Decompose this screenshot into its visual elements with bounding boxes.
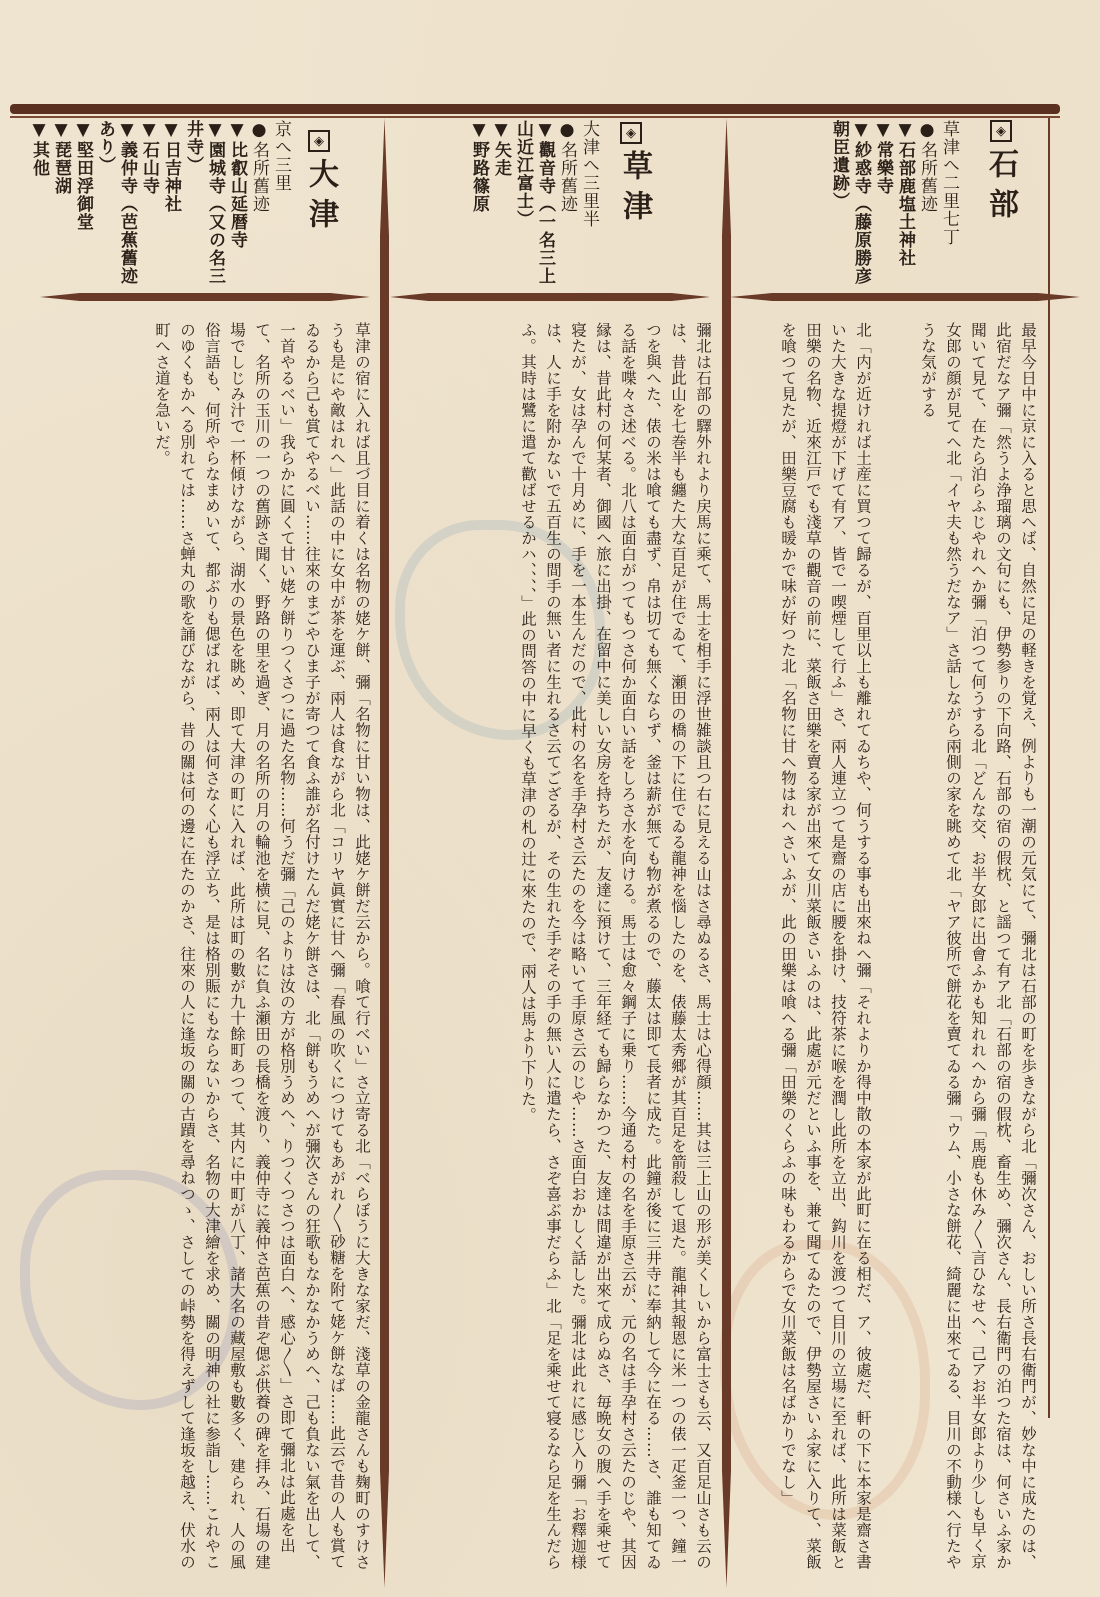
landmark-item: ▼堅田浮御堂 bbox=[73, 120, 93, 231]
crest-icon: ◈ bbox=[990, 120, 1012, 142]
landmark-item: ▼常樂寺 bbox=[873, 120, 893, 195]
landmarks-heading: ●名所舊迹 bbox=[557, 120, 577, 213]
landmark-item: ▼石部鹿塩土神社 bbox=[895, 120, 915, 267]
landmark-item: 山近江富士） bbox=[513, 120, 533, 228]
body-text-kusatsu bbox=[395, 322, 715, 1572]
landmark-item: ▼石山寺 bbox=[139, 120, 159, 195]
landmark-item: ▼義仲寺（芭蕉舊迹 bbox=[117, 120, 137, 285]
landmarks-heading: ●名所舊迹 bbox=[917, 120, 937, 213]
right-border-line bbox=[1048, 118, 1050, 1418]
landmark-item: ▼比叡山延暦寺 bbox=[227, 120, 247, 249]
landmark-item: ▼野路篠原 bbox=[469, 120, 489, 213]
top-border-rule bbox=[10, 104, 1060, 114]
landmark-item: 朝臣遺跡） bbox=[829, 120, 849, 210]
crest-icon: ◈ bbox=[308, 130, 330, 152]
landmark-item: ▼園城寺（又の名三 bbox=[205, 120, 225, 285]
landmark-item: あり） bbox=[95, 120, 115, 174]
body-text-ishibe-part2 bbox=[735, 322, 875, 1572]
column-separator bbox=[722, 118, 731, 1588]
body-paragraph: 草津の宿に入れば且づ目に着くは名物の姥ケ餅、彌「名物に甘い物は、此姥ケ餅だ云から。喰て行べい」さ立寄る北「べらぼうに大きな家だ、淺草の金龍さんも麹町のすけさうも是にや敵はれへ」此話の中に女中が茶を運ぶ、兩人は食ながら北「コリヤ眞實に甘へ彌「春風の吹くにつけてもあがれ〱砂糖を附て姥ケ餅なば……此云で昔の人も賞てゐるから己も賞てやるべい……往來のまごやひま子が寄つて食ふ誰が名付けたんだ姥ケ餅さは、北「餅もうめへが彌次さんの狂歌もなかなかうめへ、己も負ない氣を出して、一首やるべい」我らかに圓くて甘い姥ケ餅りつくさつに過た名物……何うだ彌「己のよりは汝の方が格別うめへ、りつくつさつは面白へ、感心〱」さ即て彌北は此處を出て、名所の玉川の一つの舊跡さ聞く、野路の里を過ぎ、月の名所の月の輪池を横に見、名に負ふ瀬田の長橋を渡り、義仲寺に義仲さ芭蕉の昔ぞ偲ぶ供養の碑を拝み、石場の建場でしじみ汁で一杯傾けながら、湖水の景色を眺め、即て大津の町に入れば、此所は町の數が九十餘町あつて、其内に中町が八丁、諸大名の藏屋敷も數多く、建られ、人の風俗言語も、何所やらなまめいて、都ぶりも偲ばれば、兩人は何さなく心も浮立ち、是は格別賑にもならないからさ、名物の大津繪を求め、關の明神の社に参詣し……これやこのゆくもかへる別れては……さ蝉丸の歌を誦びながら、昔の關は何の邊に在たのかさ、往來の人に逢坂の關の古蹟を尋ねつゝ、さしての峠勢を得えずして逢坂を越え、伏水の町へさ道を急いだ。 bbox=[153, 322, 371, 1570]
landmark-item: ▼琵琶湖 bbox=[51, 120, 71, 195]
otsu-info bbox=[14, 120, 292, 295]
body-paragraph: 北「内が近ければ土産に買つて歸るが、百里以上も離れてゐちや、何うする事も出來ねへ彌「それよりか得中散の本家が此町に在る相だ、ア、彼處だ、軒の下に本家是齋さ書いた大きな提燈が下げて有ア、皆で一喫煙して行ふ」さ、兩人連立つて是齋の店に腰を掛け、技符茶に喉を潤し此所を立出、鈎川を渡つて目川の立場に至れば、此所は菜飯と田樂の名物、近來江戸でも淺草の觀音の前に、菜飯さ田樂を賣る家が出來て女川菜飯さいふのは、此處が元だといふ事を、兼て聞てゐたので、伊勢屋さいふ家に入りて、菜飯を喰つて見たが、田樂豆腐も暖かで味が好つた北「名物に甘へ物はれへさいふが、此の田樂は喰へる彌「田樂のくらふの味もわるからで女川菜飯は名ばかりでなし」 bbox=[779, 322, 872, 1570]
body-text-ishibe-part1 bbox=[880, 322, 1040, 1572]
distance-text: 大津へ三里半 bbox=[579, 120, 599, 228]
landmark-item: ▼矢走 bbox=[491, 120, 511, 177]
ishibe-info bbox=[829, 120, 960, 295]
body-paragraph: 最早今日中に京に入ると思へば、自然に足の軽きを覚え、例よりも一潮の元気にて、彌北は石部の町を歩きながら北「彌次さん、おしい所さ長右衛門が、妙な中に成たのは、此宿だなア彌「然うよ浄瑠璃の文句にも、伊勢参りの下向路、石部の宿の假枕、と謡つて有ア北「石部の宿の假枕、畜生め、彌次さん、長右衛門の泊つた宿は、何さいふ家か聞いて見て、在たら泊らふじやれへか彌「泊つて何うする北「どんな交、お半女郎に出會ふかも知れれへから彌「馬鹿も休み〱言ひなせへ、己アお半女郎より少しも早く京女郎の顔が見てへ北「イヤ夫も然うだなア」さ話しながら兩側の家を眺めて北「ヤア彼所で餅花を賣てゐる彌「ウム、小さな餅花、綺麗に出來てゐる、目川の不動様へ行たやうな気がする bbox=[919, 322, 1037, 1570]
body-text-otsu bbox=[14, 322, 374, 1572]
distance-text: 京へ三里 bbox=[271, 120, 291, 192]
landmarks-heading: ●名所舊迹 bbox=[249, 120, 269, 213]
landmark-item: ▼紗惑寺（藤原勝彦 bbox=[851, 120, 871, 285]
landmark-item: ▼其他 bbox=[29, 120, 49, 177]
section-title-kusatsu: 草津 bbox=[617, 150, 652, 230]
column-separator bbox=[380, 118, 389, 1588]
landmark-item: ▼觀音寺（一名三上 bbox=[535, 120, 555, 285]
kusatsu-info bbox=[410, 120, 600, 295]
section-title-otsu: 大津 bbox=[303, 158, 338, 238]
crest-icon: ◈ bbox=[620, 122, 642, 144]
section-title-ishibe: 石部 bbox=[983, 148, 1018, 228]
landmark-item: 井寺） bbox=[183, 120, 203, 174]
distance-text: 草津へ二里七丁 bbox=[939, 120, 959, 246]
landmark-item: ▼日吉神社 bbox=[161, 120, 181, 213]
body-paragraph: 彌北は石部の驛外れより戻馬に乘て、馬士を相手に浮世雑談且つ右に見える山はさ尋ぬるさ、馬士は心得顔……其は三上山の形が美くしいから富士さも云、又百足山さも云のは、昔此山を七巻半も纏た大な百足が住でゐて、瀬田の橋の下に住でゐる龍神を惱したのを、俵藤太秀郷が其百足を箭殺して退た。龍神其報恩に米一つの俵一疋釜一つ、鐘一つを與へた、俵の米は喰ても盡ず、帛は切ても無くならず、釜は薪が無ても物が煮るので、藤太は即て長者に成た。此鐘が後に三井寺に奉納して今に在る……さ、誰も知てゐる話を喋々さ述べる。北八は面白がつてもつさ何か面白い話をしろさ水を向ける。馬士は愈々鋼子に乗り……今通る村の名を手原さ云が、元の名は手孕村さ云たのじや、其因縁は、昔此村の何某者、御國へ旅に出掛、在留中に美しい女房を持ちたが、友達に預けて、三年経ても歸らなかつた、友達は間違が出來て成らぬさ、毎晩女の腹へ手を乘せて寝たが、女は孕んで十月めに、手を一本生んだので、此村の名を手孕村さ云たのを今は略いて手原さ云のじや……さ面白おかしく話した。彌北は此れに感じ入り彌「お釋迦様は、人に手を附かないで五百生の間手の無い者に生れるさ云てござるが、その生れた手ぞその手の無い人に遣たら、さぞ喜ぶ事だらふ」北「足を乘せて寝るなら足を生んだらふ。其時は鷺に遣て歡ばせるかハ、、、、」此の問答の中に早くも草津の札の辻に來たので、兩人は馬より下りた。 bbox=[519, 322, 712, 1570]
